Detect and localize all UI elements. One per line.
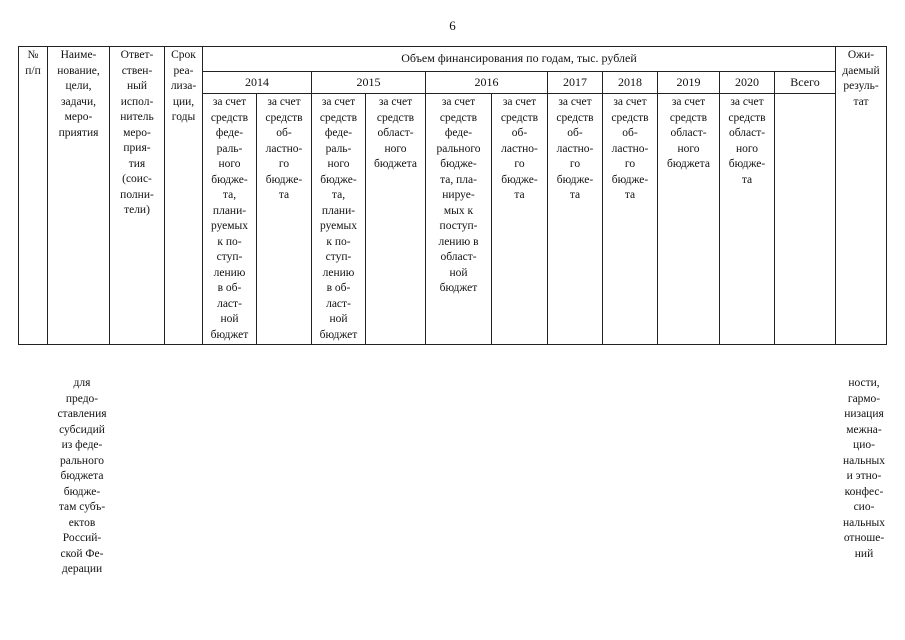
- subheader-2015-federal: за счет средств феде- раль- ного бюдже- та, плани- руемых к по- ступ- лению в об- ласт- ной бюджет: [312, 94, 366, 345]
- subheader-2019-regional: за счет средств област- ного бюджета: [658, 94, 720, 345]
- col-term-header: Срок реа- лиза- ции, годы: [165, 47, 203, 345]
- year-2020: 2020: [720, 71, 775, 94]
- subheader-2017-regional: за счет средств об- ластно- го бюдже- та: [548, 94, 603, 345]
- year-2018: 2018: [603, 71, 658, 94]
- col-num-header: № п/п: [19, 47, 48, 345]
- year-2014: 2014: [203, 71, 312, 94]
- subheader-2020-regional: за счет средств област- ного бюдже- та: [720, 94, 775, 345]
- total-header: Всего: [775, 71, 836, 94]
- subheader-2014-regional: за счет средств об- ластно- го бюдже- та: [257, 94, 312, 345]
- funding-title: Объем финансирования по годам, тыс. рублей: [203, 47, 836, 72]
- col-executor-header: Ответ- ствен- ный испол- нитель меро- прия- тия (соис- полни- тели): [110, 47, 165, 345]
- year-2016: 2016: [426, 71, 548, 94]
- year-2017: 2017: [548, 71, 603, 94]
- year-2015: 2015: [312, 71, 426, 94]
- continuation-name-text: для предо- ставления субсидий из феде- рального бюджета бюдже- там субъ- ектов Россий- ской Фе- дерации: [57, 377, 107, 575]
- subheader-2016-federal: за счет средств феде- рального бюдже- та, пла- нируе- мых к поступ- лению в област- ной бюджет: [426, 94, 492, 345]
- page-number: 6: [449, 18, 456, 33]
- year-2019: 2019: [658, 71, 720, 94]
- col-result-header: Ожи- даемый резуль- тат: [836, 47, 887, 345]
- financing-table: [18, 46, 887, 345]
- subheader-2015-regional: за счет средств област- ного бюджета: [366, 94, 426, 345]
- subheader-2014-federal: за счет средств феде- раль- ного бюдже- та, плани- руемых к по- ступ- лению в об- ласт- ной бюджет: [203, 94, 257, 345]
- continuation-result-text: ности, гармо- низация межна- цио- нальных и этно- конфес- сио- нальных отноше- ний: [843, 377, 885, 560]
- subheader-2018-regional: за счет средств об- ластно- го бюдже- та: [603, 94, 658, 345]
- subheader-2016-regional: за счет средств об- ластно- го бюдже- та: [492, 94, 548, 345]
- col-name-header: Наиме- нование, цели, задачи, меро- приятия: [48, 47, 110, 345]
- subheader-total-empty: [775, 94, 836, 345]
